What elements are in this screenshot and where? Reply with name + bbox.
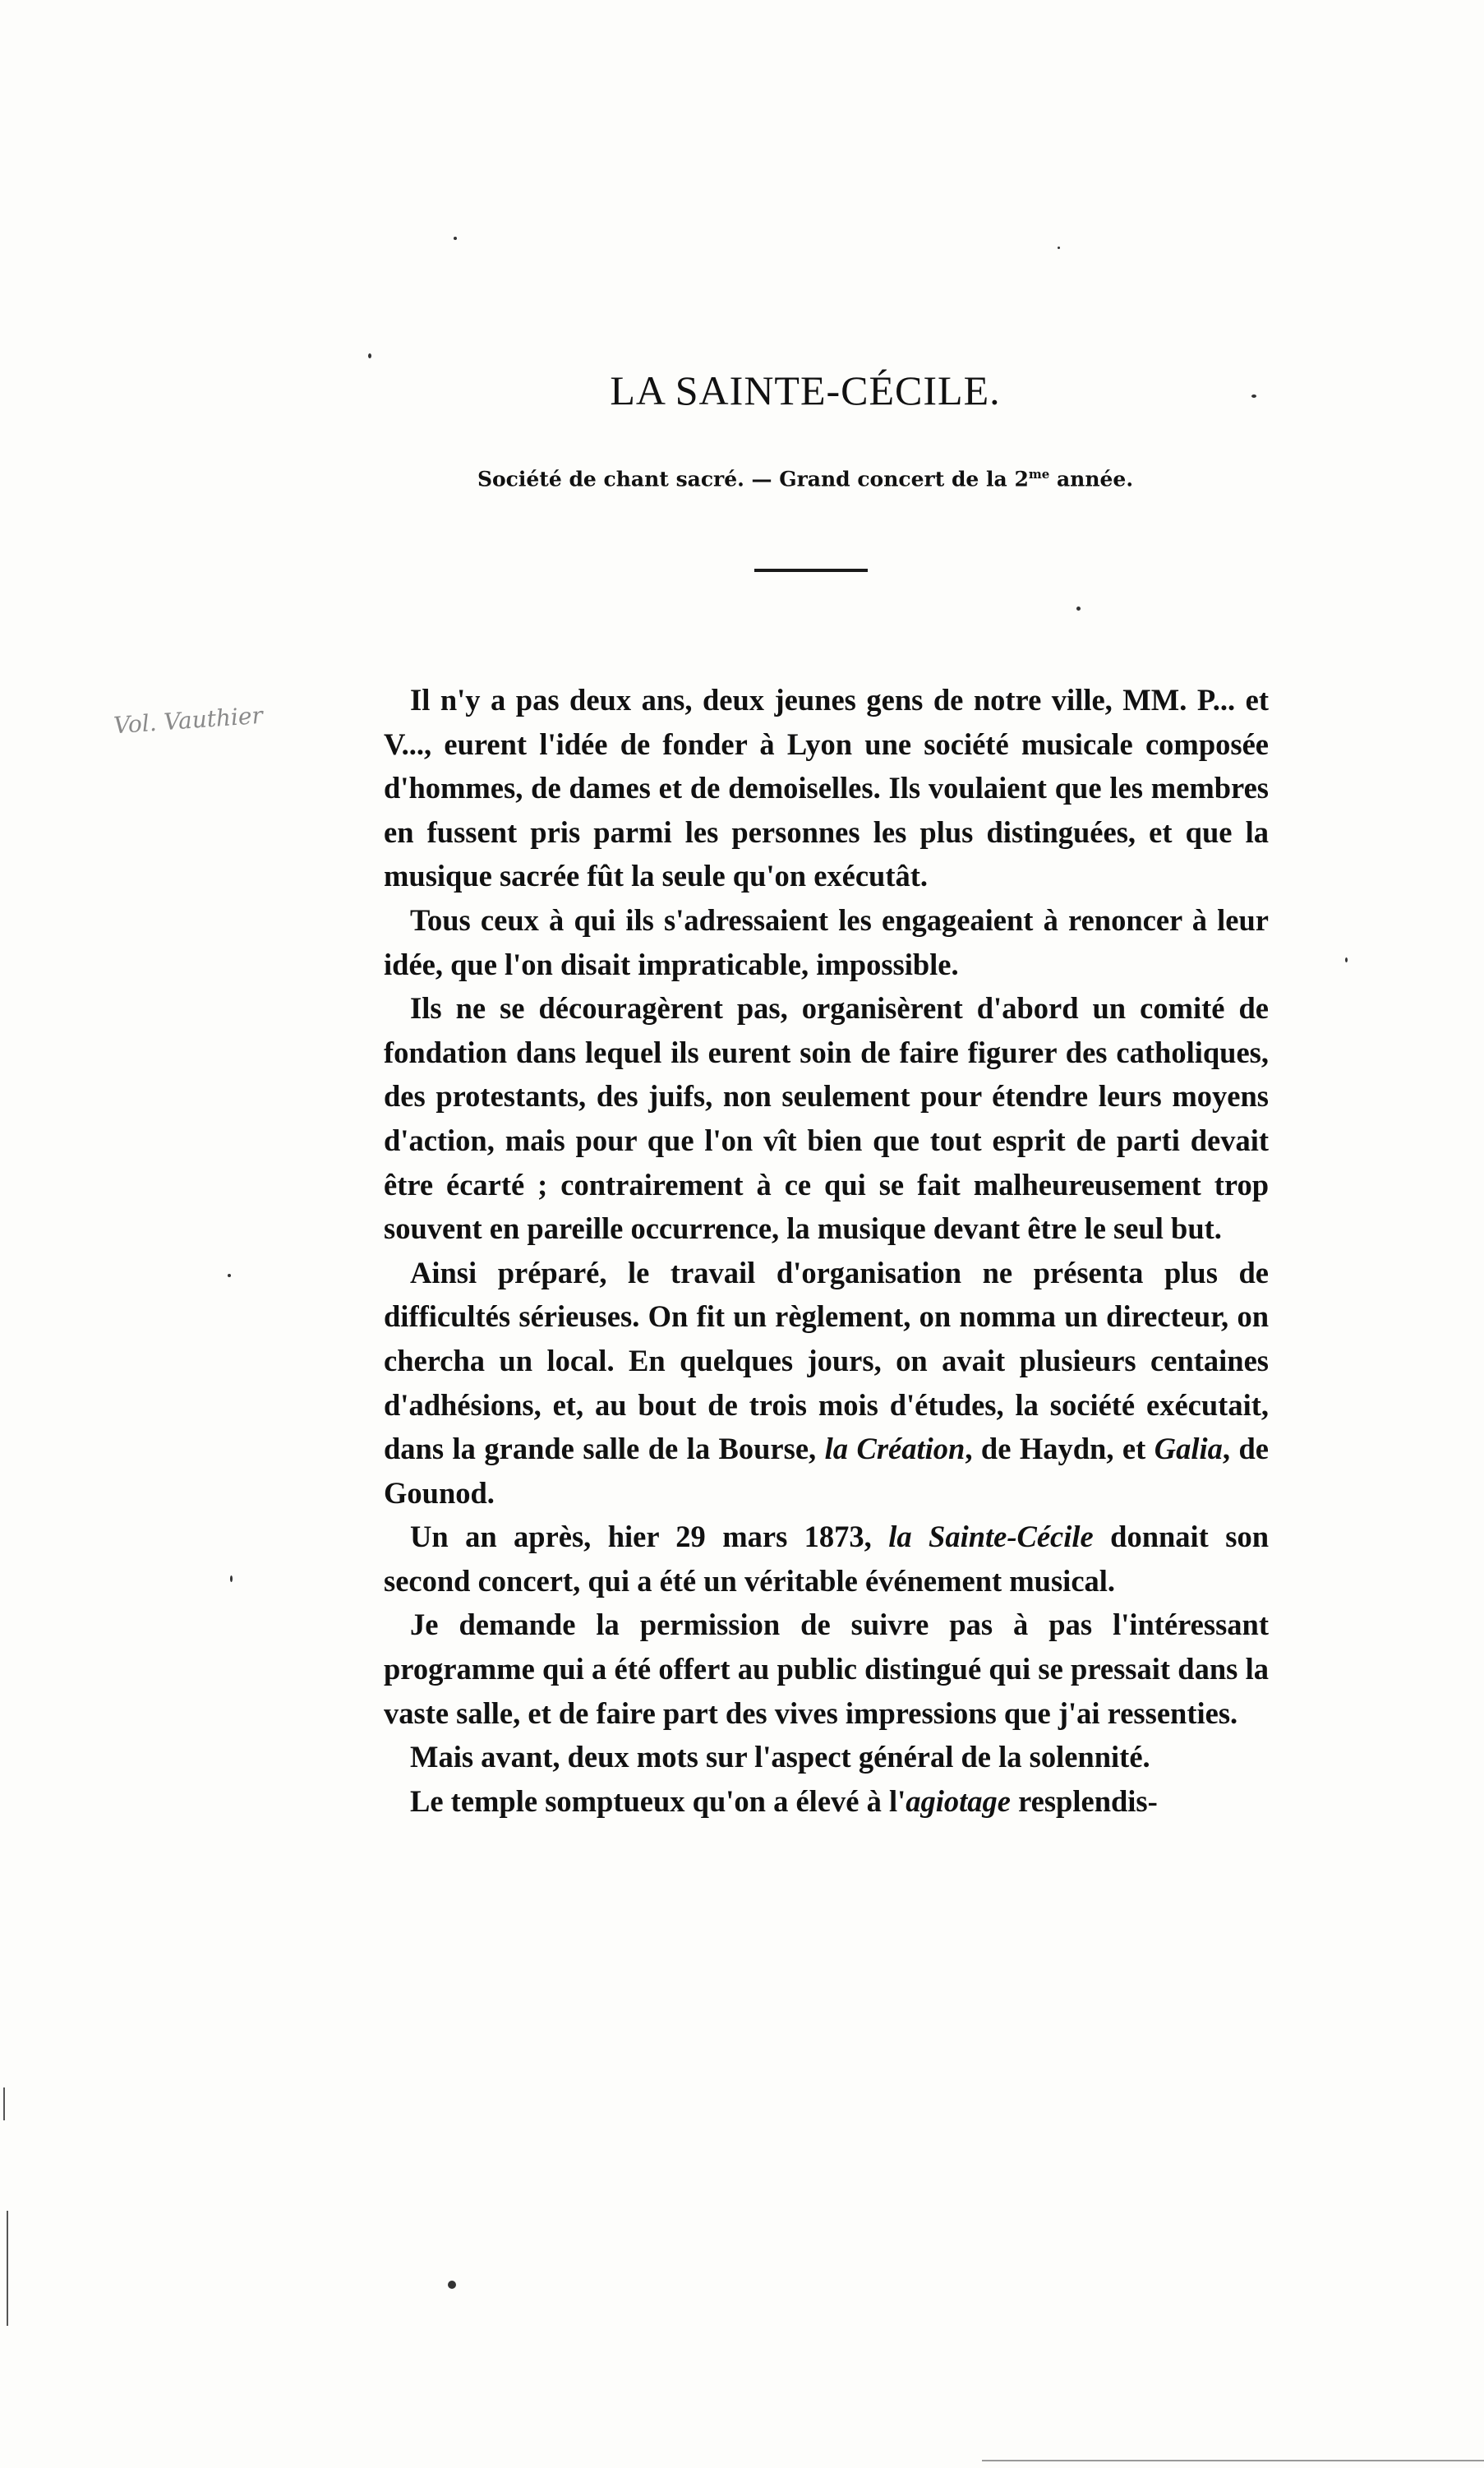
page-subtitle (0, 467, 1484, 491)
paragraph-text: Tous ceux à qui ils s'adressaient les engageaient à renoncer à leur idée, que l'on disait impraticable, impossible. (384, 902, 1269, 981)
scan-speck (454, 237, 457, 240)
subtitle-superscript: me (1028, 467, 1050, 482)
subtitle-text: Société de chant sacré. — Grand concert de la 2 (477, 467, 1029, 491)
article-paragraph (384, 1603, 1269, 1735)
italic-title-text: Galia (1154, 1432, 1223, 1466)
article-paragraph (384, 1251, 1269, 1515)
paragraph-text: , de Haydn, et (965, 1432, 1154, 1466)
article-paragraph (384, 986, 1269, 1251)
italic-title-text: la Sainte-Cécile (888, 1520, 1094, 1554)
scan-speck (230, 1575, 233, 1582)
page-title: LA SAINTE-CÉCILE. (610, 367, 1001, 413)
paragraph-text: , de Gounod. (384, 1432, 1269, 1510)
article-paragraph (384, 1515, 1269, 1603)
scan-speck (1345, 957, 1348, 962)
paragraph-text: Mais avant, deux mots sur l'aspect général de la solennité. (410, 1740, 1150, 1774)
handwritten-margin-note: Vol. Vauthier (113, 701, 264, 740)
paragraph-text: donnait son second concert, qui a été un véritable événement musical. (384, 1520, 1269, 1598)
title-divider-rule (754, 569, 868, 572)
paragraph-text: resplendis- (1010, 1783, 1158, 1818)
article-paragraph (384, 1779, 1269, 1824)
scan-speck (1251, 394, 1256, 398)
article-body (384, 678, 1269, 1823)
subtitle-end: année. (1049, 467, 1134, 491)
scan-speck (1076, 607, 1081, 611)
paragraph-text: Il n'y a pas deux ans, deux jeunes gens de notre ville, MM. P... et V..., eurent l'idée de fonder à Lyon une société musicale composée d'hommes, de dames et de demoiselles. Ils voulaient que les membres en fussent pris parmi les personnes les plus distinguées, et que la musique sacrée fût la seule qu'on exécutât. (384, 683, 1269, 893)
scan-edge-line (3, 2087, 5, 2120)
scan-speck (1058, 247, 1060, 249)
scan-bottom-line (982, 2460, 1484, 2461)
scan-speck (368, 353, 371, 358)
italic-title-text: agiotage (906, 1783, 1011, 1818)
scan-edge-line (7, 2211, 8, 2326)
paragraph-text: Un an après, hier 29 mars 1873, (410, 1520, 889, 1554)
paragraph-text: Je demande la permission de suivre pas à pas l'intéressant programme qui a été offert au public distingué qui se pressait dans la vaste salle, et de faire part des vives impressions que j'ai ressenties. (384, 1608, 1269, 1730)
scan-speck (228, 1274, 231, 1277)
paragraph-text: Le temple somptueux qu'on a élevé à l' (410, 1783, 906, 1818)
paragraph-text: Ainsi préparé, le travail d'organisation ne présenta plus de difficultés sérieuses. On fit un règlement, on nomma un directeur, on chercha un local. En quelques jours, on avait plusieurs centaines d'adhésions, et, au bout de trois mois d'études, la société exécutait, dans la grande salle de la Bourse, (384, 1255, 1269, 1466)
italic-title-text: la Création (824, 1432, 966, 1466)
article-paragraph (384, 678, 1269, 898)
scan-speck (448, 2281, 456, 2289)
article-paragraph (384, 898, 1269, 986)
paragraph-text: Ils ne se découragèrent pas, organisèrent d'abord un comité de fondation dans lequel ils eurent soin de faire figurer des catholiques, des protestants, des juifs, non seulement pour étendre leurs moyens d'action, mais pour que l'on vît bien que tout esprit de parti devait être écarté ; contrairement à ce qui se fait malheureusement trop souvent en pareille occurrence, la musique devant être le seul but. (384, 991, 1269, 1246)
article-paragraph (384, 1735, 1269, 1779)
